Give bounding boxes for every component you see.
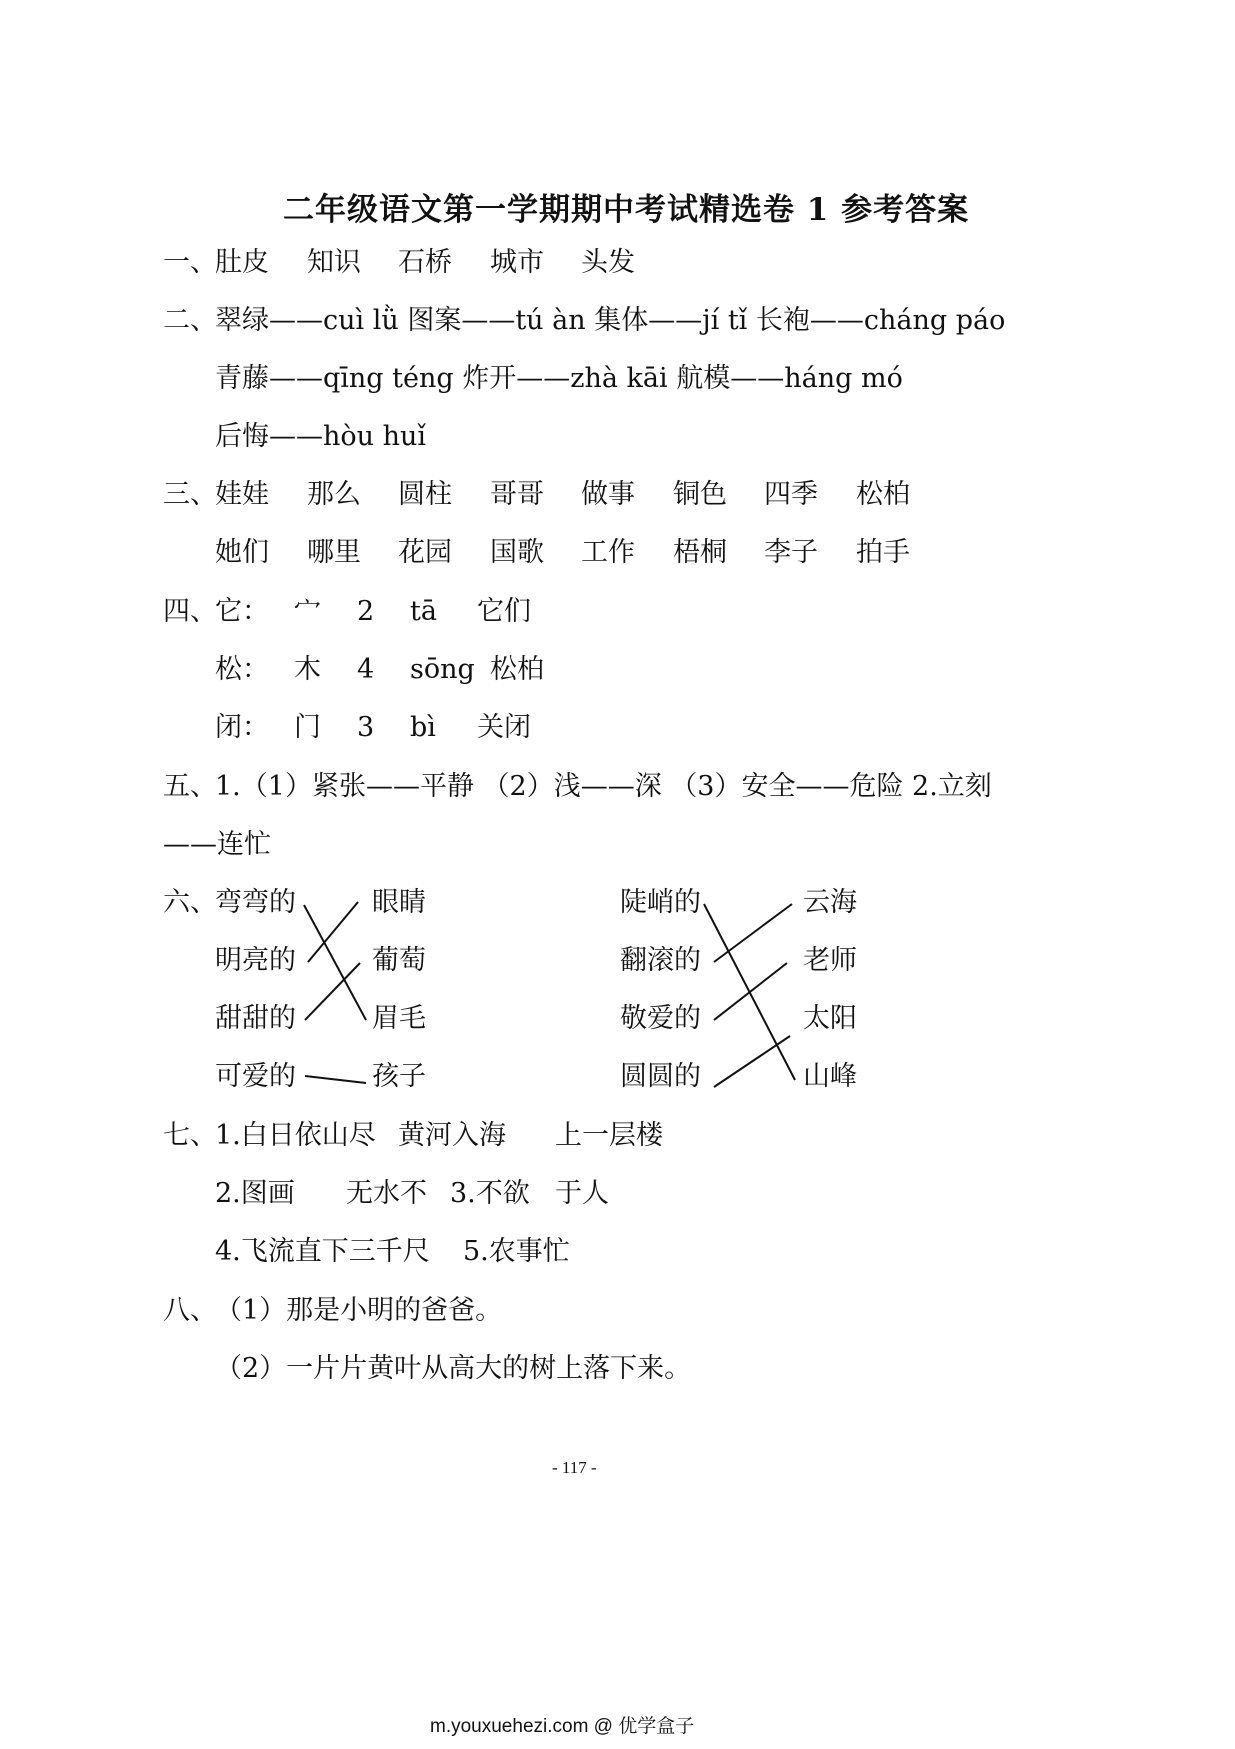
s4-radical: 木 (294, 654, 321, 685)
s1-item: 头发 (581, 247, 635, 278)
s1-item: 石桥 (398, 247, 452, 278)
s7-item: 4.飞流直下三千尺 (215, 1236, 430, 1267)
s3-item: 国歌 (490, 537, 544, 568)
s8-line: （2）一片片黄叶从高大的树上落下来。 (215, 1353, 692, 1384)
s3-item: 李子 (764, 537, 818, 568)
s3-item: 娃娃 (215, 479, 269, 510)
s4-char: 松： (215, 654, 269, 685)
page-number: - 117 - (552, 1458, 597, 1477)
s6-right-adj: 敬爱的 (620, 1003, 701, 1034)
s3-item: 铜色 (673, 479, 727, 510)
s3-item: 梧桐 (673, 537, 727, 568)
s1-item: 知识 (307, 247, 361, 278)
s4-radical: 宀 (294, 596, 321, 627)
s5-line: 1.（1）紧张——平静 （2）浅——深 （3）安全——危险 2.立刻 (215, 771, 992, 802)
s3-item: 她们 (215, 537, 269, 568)
page-title: 二年级语文第一学期期中考试精选卷 1 参考答案 (283, 192, 970, 228)
s8-line: （1）那是小明的爸爸。 (215, 1295, 503, 1326)
s3-item: 圆柱 (398, 479, 452, 510)
s6-left-noun: 眉毛 (372, 1003, 426, 1034)
s7-item: 上一层楼 (555, 1120, 663, 1151)
s3-item: 做事 (581, 479, 635, 510)
match-line (714, 904, 792, 962)
s3-item: 那么 (307, 479, 361, 510)
section-label: 三、 (163, 479, 217, 510)
s6-left-adj: 明亮的 (215, 945, 296, 976)
section-label: 五、 (163, 771, 217, 802)
section-label: 一、 (163, 247, 217, 278)
s6-right-noun: 云海 (803, 887, 857, 918)
s7-item: 于人 (555, 1178, 609, 1209)
match-line (714, 963, 787, 1020)
section-label: 二、 (163, 305, 217, 336)
s3-item: 哪里 (307, 537, 361, 568)
s3-item: 四季 (764, 479, 818, 510)
s5-line: ——连忙 (163, 829, 271, 860)
s7-item: 无水不 (346, 1178, 427, 1209)
s4-pinyin: bì (410, 712, 436, 743)
s6-left-noun: 葡萄 (372, 945, 426, 976)
s6-right-adj: 圆圆的 (620, 1061, 701, 1092)
footer-watermark: m.youxuehezi.com @ 优学盒子 (430, 1716, 695, 1737)
s2-line: 后悔——hòu huǐ (215, 421, 427, 452)
s4-char: 它： (215, 596, 269, 627)
s1-item: 城市 (490, 247, 544, 278)
s4-word: 它们 (477, 596, 531, 627)
s4-word: 松柏 (490, 654, 544, 685)
s6-left-adj: 甜甜的 (215, 1003, 296, 1034)
s3-item: 拍手 (856, 537, 910, 568)
s6-left-noun: 眼睛 (372, 887, 426, 918)
s6-right-adj: 陡峭的 (620, 887, 701, 918)
s4-strokes: 2 (357, 596, 375, 627)
s3-item: 工作 (581, 537, 635, 568)
s7-item: 黄河入海 (398, 1120, 506, 1151)
section-label: 四、 (163, 596, 217, 627)
s6-right-noun: 山峰 (803, 1061, 857, 1092)
s6-left-adj: 可爱的 (215, 1061, 296, 1092)
section-label: 八、 (163, 1295, 217, 1326)
s4-pinyin: tā (410, 596, 437, 627)
s7-item: 5.农事忙 (463, 1236, 570, 1267)
s7-item: 1.白日依山尽 (215, 1120, 376, 1151)
s3-item: 花园 (398, 537, 452, 568)
s6-left-noun: 孩子 (372, 1061, 426, 1092)
s4-char: 闭： (215, 712, 269, 743)
s4-strokes: 4 (357, 654, 375, 685)
s7-item: 3.不欲 (450, 1178, 530, 1209)
s4-word: 关闭 (477, 712, 531, 743)
s4-strokes: 3 (357, 712, 375, 743)
match-line (304, 905, 366, 1020)
s4-pinyin: sōng (410, 654, 475, 685)
match-line (308, 902, 358, 962)
s6-right-noun: 太阳 (803, 1003, 857, 1034)
s4-radical: 门 (294, 712, 321, 743)
s6-right-noun: 老师 (803, 945, 857, 976)
section-label: 七、 (163, 1120, 217, 1151)
match-line (305, 1076, 366, 1083)
s1-item: 肚皮 (215, 247, 269, 278)
s2-line: 青藤——qīng téng 炸开——zhà kāi 航模——háng mó (215, 363, 903, 394)
s3-item: 松柏 (856, 479, 910, 510)
s3-item: 哥哥 (490, 479, 544, 510)
s2-line: 翠绿——cuì lǜ 图案——tú àn 集体——jí tǐ 长袍——cháng páo (215, 305, 1006, 336)
section-label: 六、 (163, 887, 217, 918)
s7-item: 2.图画 (215, 1178, 295, 1209)
s6-left-adj: 弯弯的 (215, 887, 296, 918)
s6-right-adj: 翻滚的 (620, 945, 701, 976)
match-line (714, 1036, 790, 1087)
